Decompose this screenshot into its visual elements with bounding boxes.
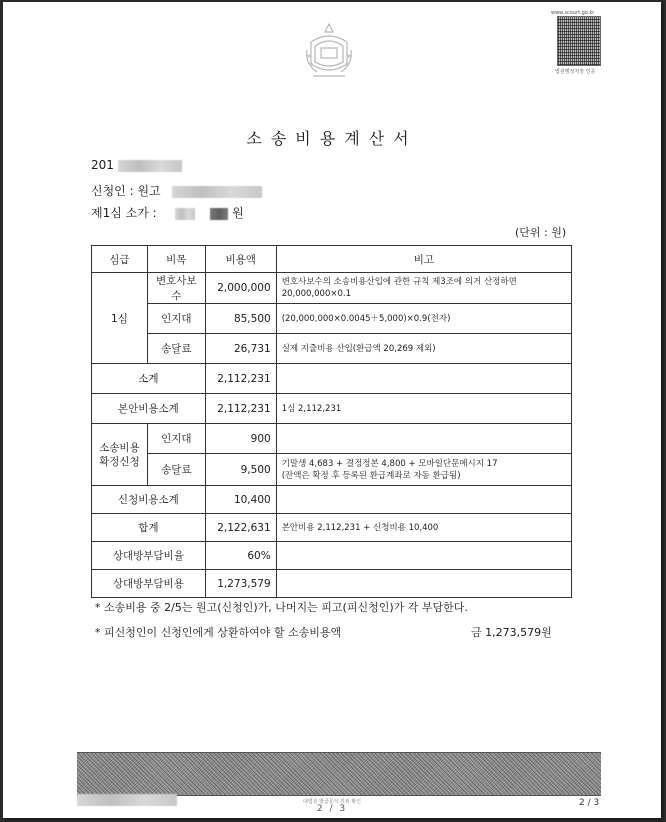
confirmation-label-line1: 소송비용: [99, 441, 140, 454]
qr-code-icon: [557, 16, 601, 66]
applicant-label: 신청인 : 원고: [91, 184, 161, 198]
amount-cell: 85,500: [205, 304, 276, 334]
case-number-prefix: 201: [91, 158, 114, 172]
amount-cell: 26,731: [205, 334, 276, 364]
first-instance-label: 1심: [92, 273, 148, 364]
subtotal-note: [276, 364, 571, 394]
burden-cost-label: 상대방부담비용: [92, 570, 206, 598]
redacted-suit-value-2: [210, 208, 228, 220]
suit-value-label: 제1심 소가 :: [91, 206, 157, 220]
table-row: [92, 514, 572, 542]
case-number-line: [91, 158, 182, 172]
cost-table: [91, 245, 572, 598]
table-row: [92, 334, 572, 364]
redacted-applicant: [172, 186, 262, 198]
note-cell: [276, 424, 571, 454]
note-cell: (20,000,000×0.0045＋5,000)×0.9(전자): [276, 304, 571, 334]
amount-cell: 900: [205, 424, 276, 454]
item-cell: 송달료: [147, 454, 205, 486]
main-subtotal-amount: 2,112,231: [205, 394, 276, 424]
table-row: [92, 394, 572, 424]
applicant-line: [91, 182, 262, 199]
table-row: [92, 542, 572, 570]
table-row: [92, 304, 572, 334]
footer-page-center: 2 / 3: [316, 804, 348, 814]
table-row: [92, 454, 572, 486]
note-cell: [276, 454, 571, 486]
footnote-burden-split: * 소송비용 중 2/5는 원고(신청인)가, 나머지는 피고(피신청인)가 각 부담한다.: [95, 601, 468, 614]
document-page: [3, 2, 661, 818]
suit-value-unit: 원: [232, 206, 244, 220]
verification-barcode-band: [77, 752, 601, 796]
subtotal-amount: 2,112,231: [205, 364, 276, 394]
note-cell: 변호사보수의 소송비용산입에 관한 규칙 제3조에 의거 산정하면 20,000,000×0.1: [276, 273, 571, 304]
main-subtotal-note: 1심 2,112,231: [276, 394, 571, 424]
footer-page-number: 2 / 3: [579, 798, 600, 808]
item-cell: 송달료: [147, 334, 205, 364]
table-row: [92, 570, 572, 598]
unit-label: (단위 : 원): [515, 226, 567, 239]
item-cell: 변호사보수: [147, 273, 205, 304]
confirmation-label: [92, 424, 148, 486]
total-note: 본안비용 2,112,231 + 신청비용 10,400: [276, 514, 571, 542]
table-row: [92, 273, 572, 304]
subtotal-label: 소계: [92, 364, 206, 394]
header-amount: 비용액: [205, 246, 276, 273]
amount-cell: 2,000,000: [205, 273, 276, 304]
reimbursement-amount: 금 1,273,579원: [471, 626, 552, 639]
amount-cell: 9,500: [205, 454, 276, 486]
confirmation-label-line2: 확정신청: [99, 455, 140, 468]
total-label: 합계: [92, 514, 206, 542]
court-emblem-icon: [303, 20, 355, 80]
redacted-case-number: [118, 160, 182, 172]
table-row: [92, 486, 572, 514]
footnote-reimbursement: * 피신청인이 신청인에게 상환하여야 할 소송비용액: [95, 626, 342, 639]
burden-ratio-label: 상대방부담비율: [92, 542, 206, 570]
table-row: [92, 424, 572, 454]
redacted-suit-value-1: [175, 208, 195, 220]
burden-ratio-note: [276, 542, 571, 570]
total-amount: 2,122,631: [205, 514, 276, 542]
burden-ratio-amount: 60%: [205, 542, 276, 570]
burden-cost-amount: 1,273,579: [205, 570, 276, 598]
header-item: 비목: [147, 246, 205, 273]
application-subtotal-label: 신청비용소계: [92, 486, 206, 514]
application-subtotal-note: [276, 486, 571, 514]
burden-cost-note: [276, 570, 571, 598]
item-cell: 인지대: [147, 424, 205, 454]
table-row: [92, 364, 572, 394]
application-subtotal-amount: 10,400: [205, 486, 276, 514]
qr-top-text: www.scourt.go.kr: [551, 10, 595, 16]
footer-small-text: 대법원 발급문서 진위 확인: [303, 799, 361, 805]
note-line: (잔액은 확정 후 등록된 환급계좌로 자동 환급됨): [281, 470, 461, 481]
main-subtotal-label: 본안비용소계: [92, 394, 206, 424]
note-line: 기말생 4,683 + 결정정본 4,800 + 모바일단문메시지 17: [281, 458, 498, 469]
header-level: 심급: [92, 246, 148, 273]
item-cell: 인지대: [147, 304, 205, 334]
qr-caption: 법원행정처장 인증: [555, 69, 596, 75]
suit-value-line: [91, 204, 244, 221]
header-note: 비고: [276, 246, 571, 273]
table-header-row: [92, 246, 572, 273]
note-cell: 실제 지출비용 산입(환급액 20,269 제외): [276, 334, 571, 364]
document-title: 소송비용계산서: [246, 129, 418, 148]
